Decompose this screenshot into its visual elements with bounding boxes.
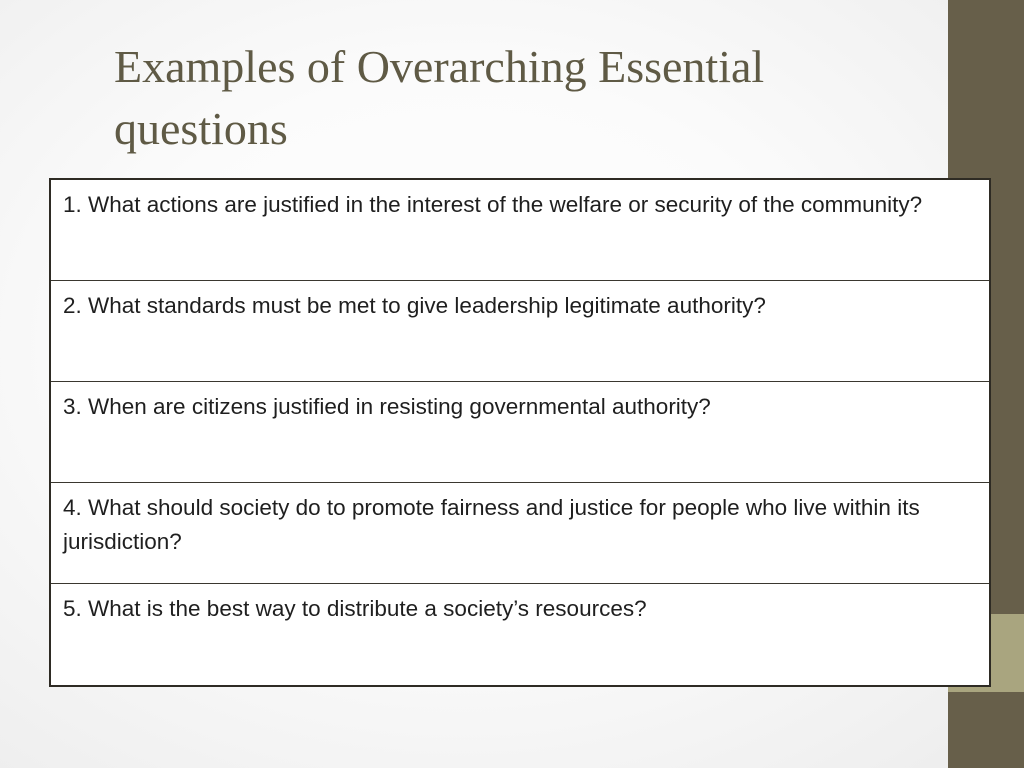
table-row bbox=[51, 584, 989, 687]
question-text: 2. What standards must be met to give leadership legitimate authority? bbox=[63, 293, 766, 318]
question-text: 1. What actions are justified in the interest of the welfare or security of the community? bbox=[63, 192, 923, 217]
table-row bbox=[51, 483, 989, 584]
table-row bbox=[51, 180, 989, 281]
question-text: 5. What is the best way to distribute a society’s resources? bbox=[63, 596, 647, 621]
question-text: 4. What should society do to promote fairness and justice for people who live within its jurisdiction? bbox=[63, 495, 920, 554]
question-text: 3. When are citizens justified in resisting governmental authority? bbox=[63, 394, 711, 419]
table-row bbox=[51, 382, 989, 483]
slide-title: Examples of Overarching Essential questions bbox=[114, 41, 765, 154]
questions-table bbox=[49, 178, 991, 687]
table-row bbox=[51, 281, 989, 382]
